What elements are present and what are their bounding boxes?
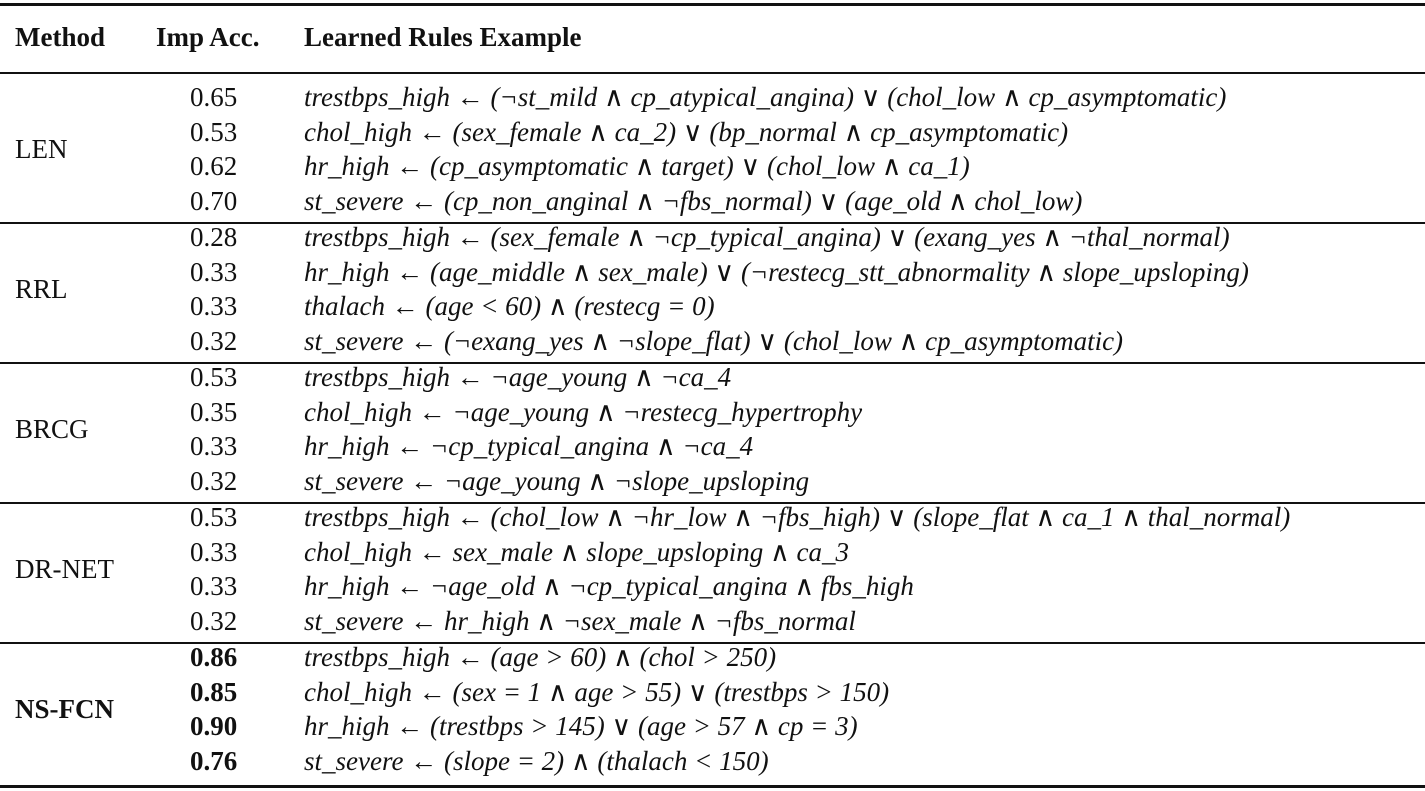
method-label: LEN bbox=[15, 134, 68, 164]
learned-rule: trestbps_high ← (age > 60) ∧ (chol > 250) bbox=[304, 642, 777, 672]
learned-rule: trestbps_high ← (sex_female ∧ ¬cp_typical_angina) ∨ (exang_yes ∧ ¬thal_normal) bbox=[304, 222, 1230, 252]
learned-rule: st_severe ← hr_high ∧ ¬sex_male ∧ ¬fbs_normal bbox=[304, 606, 856, 637]
header-rule bbox=[0, 72, 1425, 74]
imp-acc: 0.33 bbox=[190, 431, 238, 462]
learned-rule: chol_high ← (sex_female ∧ ca_2) ∨ (bp_normal ∧ cp_asymptomatic) bbox=[304, 116, 1069, 147]
learned-rule: chol_high ← (sex = 1 ∧ age > 55) ∨ (trestbps > 150) bbox=[304, 676, 890, 707]
imp-acc: 0.33 bbox=[190, 256, 238, 287]
imp-acc: 0.33 bbox=[190, 291, 238, 322]
imp-acc: 0.35 bbox=[190, 396, 238, 427]
imp-acc: 0.53 bbox=[190, 362, 238, 392]
table-row bbox=[0, 360, 1425, 395]
table-row bbox=[0, 289, 1425, 324]
table-row bbox=[0, 149, 1425, 184]
learned-rule: st_severe ← (slope = 2) ∧ (thalach < 150) bbox=[304, 746, 769, 777]
table-row bbox=[0, 640, 1425, 675]
learned-rule: hr_high ← (age_middle ∧ sex_male) ∨ (¬restecg_stt_abnormality ∧ slope_upsloping) bbox=[304, 256, 1249, 287]
imp-acc: 0.33 bbox=[190, 536, 238, 567]
imp-acc: 0.32 bbox=[190, 606, 238, 637]
bottom-rule bbox=[0, 785, 1425, 788]
learned-rule: trestbps_high ← ¬age_young ∧ ¬ca_4 bbox=[304, 362, 732, 392]
table-row bbox=[0, 709, 1425, 744]
learned-rule: thalach ← (age < 60) ∧ (restecg = 0) bbox=[304, 291, 715, 322]
table-row bbox=[0, 220, 1425, 255]
imp-acc: 0.86 bbox=[190, 642, 238, 672]
table-row bbox=[0, 80, 1425, 115]
learned-rule: chol_high ← ¬age_young ∧ ¬restecg_hypertrophy bbox=[304, 396, 863, 427]
imp-acc: 0.70 bbox=[190, 186, 238, 217]
header-learned-rules: Learned Rules Example bbox=[304, 22, 582, 52]
learned-rule: trestbps_high ← (chol_low ∧ ¬hr_low ∧ ¬fbs_high) ∨ (slope_flat ∧ ca_1 ∧ thal_normal) bbox=[304, 502, 1291, 532]
table-row bbox=[0, 429, 1425, 464]
learned-rule: st_severe ← (cp_non_anginal ∧ ¬fbs_normal) ∨ (age_old ∧ chol_low) bbox=[304, 186, 1083, 217]
table-row bbox=[0, 675, 1425, 710]
learned-rule: chol_high ← sex_male ∧ slope_upsloping ∧ ca_3 bbox=[304, 536, 849, 567]
imp-acc: 0.62 bbox=[190, 151, 238, 182]
table-row bbox=[0, 184, 1425, 219]
imp-acc: 0.76 bbox=[190, 746, 238, 777]
header-method: Method bbox=[15, 22, 105, 52]
imp-acc: 0.32 bbox=[190, 466, 238, 497]
learned-rule: trestbps_high ← (¬st_mild ∧ cp_atypical_angina) ∨ (chol_low ∧ cp_asymptomatic) bbox=[304, 82, 1227, 112]
imp-acc: 0.65 bbox=[190, 82, 238, 112]
table-row bbox=[0, 744, 1425, 779]
imp-acc: 0.85 bbox=[190, 676, 238, 707]
table-row bbox=[0, 569, 1425, 604]
learned-rule: hr_high ← (trestbps > 145) ∨ (age > 57 ∧ cp = 3) bbox=[304, 711, 858, 742]
imp-acc: 0.32 bbox=[190, 326, 238, 357]
table-row bbox=[0, 255, 1425, 290]
method-label: RRL bbox=[15, 274, 68, 304]
imp-acc: 0.53 bbox=[190, 502, 238, 532]
imp-acc: 0.90 bbox=[190, 711, 238, 742]
learned-rule: hr_high ← ¬age_old ∧ ¬cp_typical_angina ∧ fbs_high bbox=[304, 571, 914, 602]
table-row bbox=[0, 500, 1425, 535]
learned-rule: hr_high ← ¬cp_typical_angina ∧ ¬ca_4 bbox=[304, 431, 754, 462]
imp-acc: 0.33 bbox=[190, 571, 238, 602]
method-label: NS-FCN bbox=[15, 694, 114, 724]
learned-rule: hr_high ← (cp_asymptomatic ∧ target) ∨ (chol_low ∧ ca_1) bbox=[304, 151, 970, 182]
learned-rule: st_severe ← ¬age_young ∧ ¬slope_upsloping bbox=[304, 466, 810, 497]
learned-rule: st_severe ← (¬exang_yes ∧ ¬slope_flat) ∨ (chol_low ∧ cp_asymptomatic) bbox=[304, 326, 1124, 357]
table-row bbox=[0, 324, 1425, 359]
imp-acc: 0.28 bbox=[190, 222, 238, 252]
header-imp-acc: Imp Acc. bbox=[156, 22, 260, 52]
imp-acc: 0.53 bbox=[190, 116, 238, 147]
table-row bbox=[0, 115, 1425, 150]
method-label: DR-NET bbox=[15, 554, 114, 584]
method-label: BRCG bbox=[15, 414, 89, 444]
table-row bbox=[0, 395, 1425, 430]
table-row bbox=[0, 464, 1425, 499]
top-rule bbox=[0, 3, 1425, 6]
table-row bbox=[0, 604, 1425, 639]
table-row bbox=[0, 535, 1425, 570]
